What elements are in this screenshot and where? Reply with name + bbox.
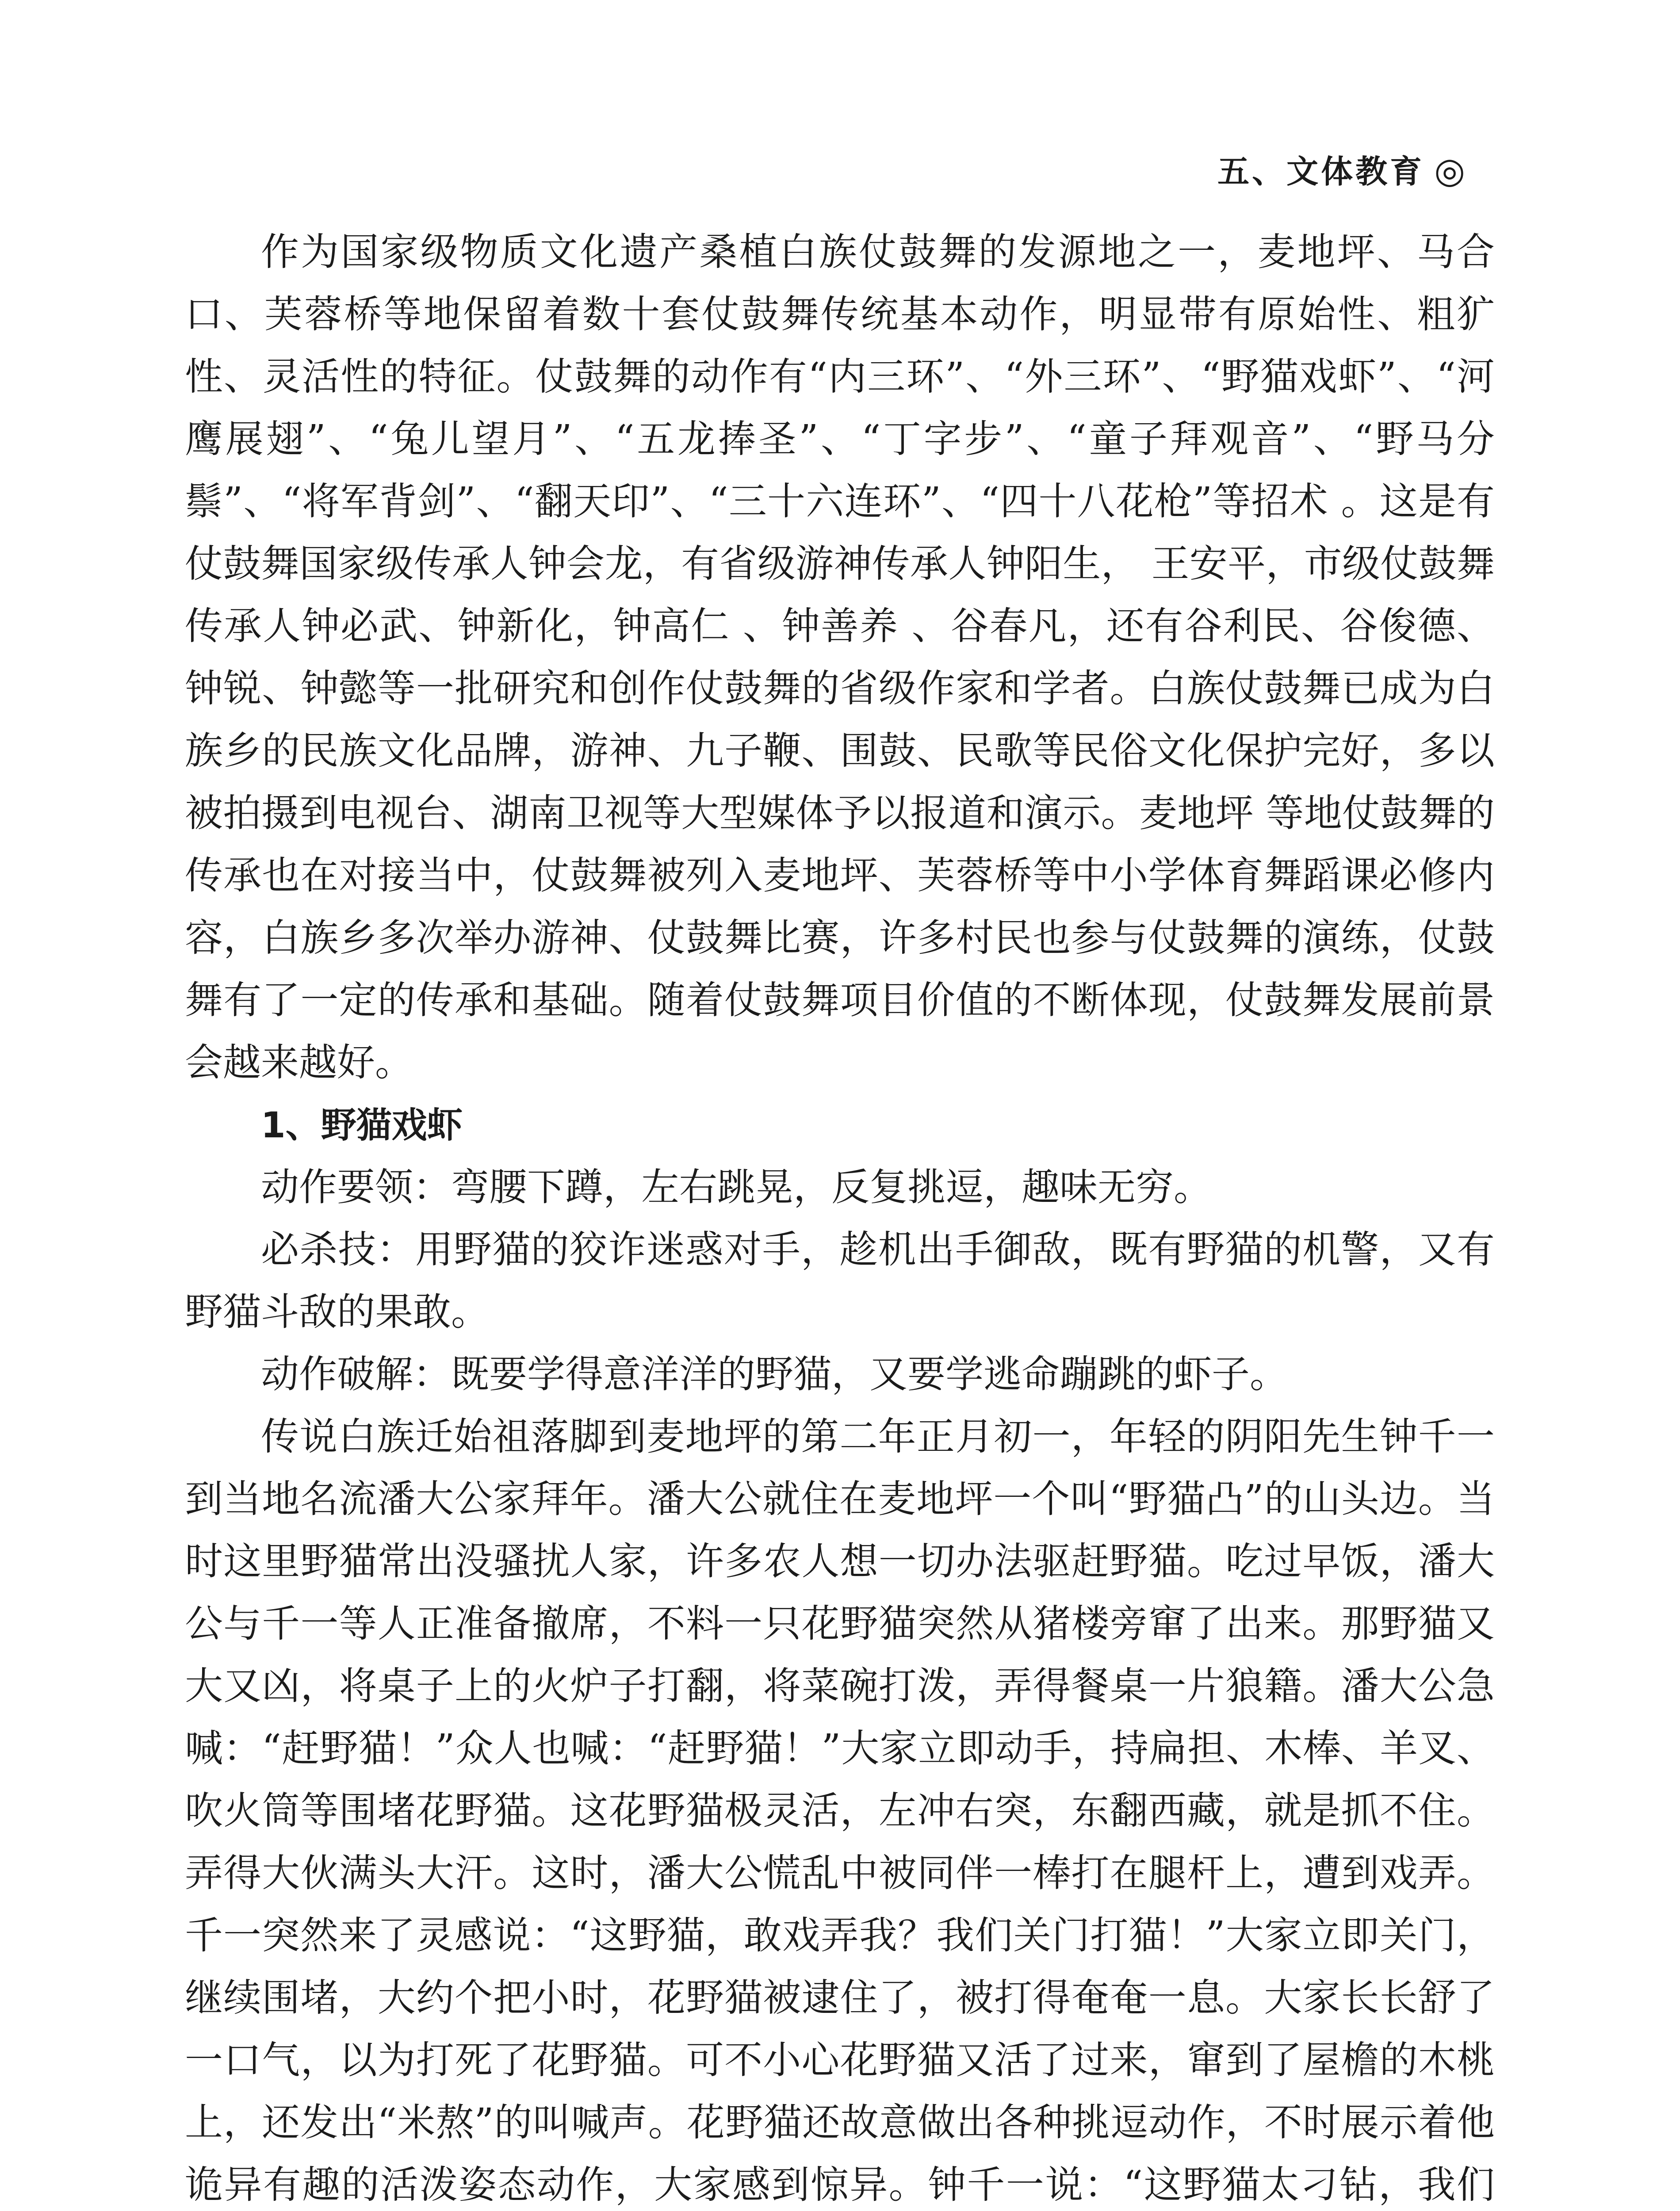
body-text bbox=[185, 221, 1495, 2211]
intro-paragraph: 作为国家级物质文化遗产桑植白族仗鼓舞的发源地之一，麦地坪、马合口、芙蓉桥等地保留着数十套仗鼓舞传统基本动作，明显带有原始性、粗犷性、灵活性的特征。仗鼓舞的动作有“内三环”、“外三环”、“野猫戏虾”、“河鹰展翅”、“兔儿望月”、“五龙捧圣”、“丁字步”、“童子拜观音”、“野马分鬃”、“将军背剑”、“翻天印”、“三十六连环”、“四十八花枪”等招术 。这是有仗鼓舞国家级传承人钟会龙，有省级游神传承人钟阳生， 王安平，市级仗鼓舞传承人钟必武、钟新化，钟高仁 、钟善养 、谷春凡，还有谷利民、谷俊德、钟锐、钟懿等一批研究和创作仗鼓舞的省级作家和学者。白族仗鼓舞已成为白族乡的民族文化品牌，游神、九子鞭、围鼓、民歌等民俗文化保护完好，多以被拍摄到电视台、湖南卫视等大型媒体予以报道和演示。麦地坪 等地仗鼓舞的传承也在对接当中，仗鼓舞被列入麦地坪、芙蓉桥等中小学体育舞蹈课必修内容，白族乡多次举办游神、仗鼓舞比赛，许多村民也参与仗鼓舞的演练，仗鼓舞有了一定的传承和基础。随着仗鼓舞项目价值的不断体现，仗鼓舞发展前景会越来越好。 bbox=[185, 230, 1495, 1085]
move-breakdown-paragraph: 动作破解：既要学得意洋洋的野猫，又要学逃命蹦跳的虾子。 bbox=[261, 1352, 1288, 1396]
section-heading: 1、野猫戏虾 bbox=[261, 1105, 463, 1146]
section-title: 五、文体教育 bbox=[1217, 153, 1425, 190]
move-essentials-paragraph: 动作要领：弯腰下蹲，左右跳晃，反复挑逗，趣味无穷。 bbox=[261, 1165, 1212, 1209]
double-circle-icon: ◎ bbox=[1434, 150, 1468, 191]
legend-paragraph: 传说白族迁始祖落脚到麦地坪的第二年正月初一，年轻的阴阳先生钟千一到当地名流潘大公家拜年。潘大公就住在麦地坪一个叫“野猫凸”的山头边。当时这里野猫常出没骚扰人家，许多农人想一切办法驱赶野猫。吃过早饭，潘大公与千一等人正准备撤席，不料一只花野猫突然从猪楼旁窜了出来。那野猫又大又凶，将桌子上的火炉子打翻，将菜碗打泼，弄得餐桌一片狼籍。潘大公急喊：“赶野猫！”众人也喊：“赶野猫！”大家立即动手，持扁担、木棒、羊叉、吹火筒等围堵花野猫。这花野猫极灵活，左冲右突，东翻西藏，就是抓不住。弄得大伙满头大汗。这时，潘大公慌乱中被同伴一棒打在腿杆上，遭到戏弄。千一突然来了灵感说：“这野猫，敢戏弄我？我们关门打猫！”大家立即关门，继续围堵，大约个把小时，花野猫被逮住了，被打得奄奄一息。大家长长舒了一口气，以为打死了花野猫。可不小心花野猫又活了过来，窜到了屋檐的木桃上，还发出“米熬”的叫喊声。花野猫还故意做出各种挑逗动作，不时展示着他诡异有趣的活泼姿态动作，大家感到惊异。钟千一说：“这野猫太刁钻，我们 bbox=[185, 1415, 1495, 2207]
killer-move-paragraph: 必杀技：用野猫的狡诈迷惑对手，趁机出手御敌，既有野猫的机警，又有野猫斗敌的果敢。 bbox=[185, 1228, 1495, 1334]
running-head bbox=[1217, 146, 1468, 192]
